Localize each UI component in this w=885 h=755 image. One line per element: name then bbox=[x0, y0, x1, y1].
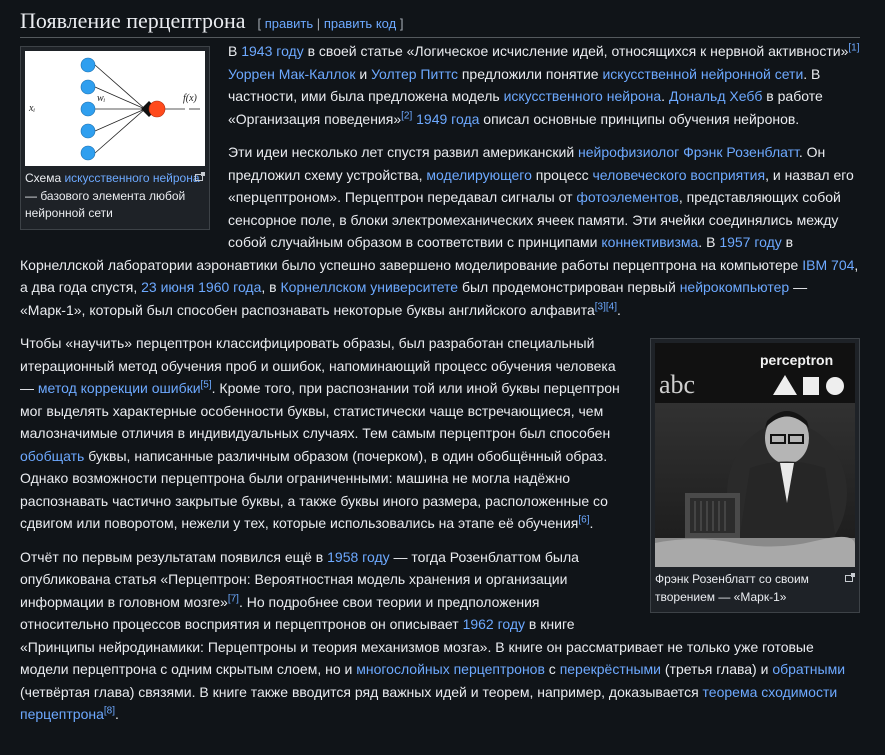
label-fx: f(x) bbox=[183, 93, 197, 104]
link-1958[interactable]: 1958 году bbox=[327, 548, 390, 565]
photo-sign: perceptron bbox=[760, 352, 834, 368]
edit-separator: | bbox=[316, 16, 321, 31]
magnify-icon[interactable] bbox=[195, 172, 205, 180]
label-xi: xᵢ bbox=[29, 103, 36, 114]
figure-neuron bbox=[20, 46, 210, 230]
text-run: в Корнеллской лаборатории аэронавтики было успешно завершено моделирование работы перцептрона на компьютере bbox=[20, 234, 803, 273]
ref-6[interactable]: [6] bbox=[578, 514, 590, 526]
text-run: . Кроме того, при распознании той или иной буквы перцептрон мог выделять характерные особенности буквы, статистически чаще встречающиеся, чем малозначимые отличия в индивидуальных случаях. Тем самым перцептрон был способен bbox=[20, 380, 620, 441]
caption-text: Фрэнк Розенблатт со своим творением — «Марк-1» bbox=[655, 572, 809, 604]
link-photocells[interactable]: фотоэлементов bbox=[576, 189, 679, 205]
link-1957[interactable]: 1957 году bbox=[719, 234, 782, 250]
edit-link[interactable]: править bbox=[264, 16, 314, 31]
ref-4[interactable]: [4] bbox=[605, 300, 618, 312]
text-run: — «Марк-1», который был способен распознавать некоторые буквы английского алфавита bbox=[20, 279, 808, 318]
text-run: . bbox=[661, 88, 669, 104]
link-modeling[interactable]: моделирующего bbox=[426, 166, 532, 183]
link-1943[interactable]: 1943 году bbox=[241, 43, 304, 59]
text-run: в работе «Организация поведения» bbox=[228, 88, 823, 127]
output-node bbox=[149, 101, 165, 117]
figure-neuron-caption bbox=[25, 166, 205, 223]
text-run: буквы, написанные различным образом (почерком), в один обобщённый образ. Однако возможности перцептрона были ограниченными: машина не могла надёжно распознавать частично закрытые буквы, а также буквы иного размера, расположенные со сдвигом или поворотом, нежели у тех, которые использовались на этапе её обучения bbox=[20, 447, 608, 531]
link-june-23[interactable]: 23 июня bbox=[141, 279, 195, 295]
link-mcculloch[interactable]: Уоррен Мак-Каллок bbox=[228, 65, 356, 82]
magnify-icon[interactable] bbox=[845, 573, 855, 581]
edit-code-link[interactable]: править код bbox=[323, 16, 397, 31]
link-rosenblatt[interactable]: Фрэнк Розенблатт bbox=[683, 144, 799, 160]
link-neurophysiologist[interactable]: нейрофизиолог bbox=[578, 144, 680, 160]
text-run: , а два года спустя, bbox=[20, 256, 859, 295]
link-hebb[interactable]: Дональд Хебб bbox=[668, 88, 763, 104]
link-perception[interactable]: человеческого восприятия bbox=[592, 166, 766, 183]
text-run: . В частности, ими была предложена модель bbox=[228, 65, 821, 104]
text-run: . Он предложил схему устройства, bbox=[228, 144, 826, 183]
text-run: (третья глава) и bbox=[660, 661, 773, 677]
link-feedback[interactable]: обратными bbox=[772, 661, 846, 677]
ref-3[interactable]: [3] bbox=[594, 300, 606, 312]
text-run: (четвёртая глава) связями. В книге также вводится ряд важных идей и теорем, например, доказывается bbox=[20, 683, 703, 700]
input-node bbox=[81, 58, 95, 72]
text-run: . bbox=[115, 706, 119, 722]
figure-rosenblatt bbox=[650, 338, 860, 613]
rosenblatt-photo[interactable] bbox=[655, 343, 855, 567]
caption-text: — базового элемента любой нейронной сети bbox=[25, 188, 186, 220]
text-run: . bbox=[589, 515, 594, 531]
link-convergence-theorem[interactable]: теорема сходимости перцептрона bbox=[20, 683, 838, 722]
text-run: Эти идеи несколько лет спустя развил американский bbox=[228, 144, 579, 160]
input-node bbox=[81, 146, 95, 160]
label-wi: wᵢ bbox=[97, 93, 106, 104]
input-node bbox=[81, 80, 95, 94]
neuron-diagram[interactable] bbox=[25, 51, 205, 166]
figure-rosenblatt-caption bbox=[655, 567, 855, 606]
section-title: Появление перцептрона bbox=[20, 8, 246, 33]
link-ann[interactable]: искусственной нейронной сети bbox=[602, 65, 804, 82]
text-run: , и назвал его «перцептроном». Перцептрон передавал сигналы от bbox=[228, 166, 854, 205]
link-pitts[interactable]: Уолтер Питтс bbox=[371, 65, 458, 82]
article-content bbox=[20, 8, 860, 726]
text-run: Чтобы «научить» перцептрон классифицировать образы, был разработан специальный итерационный метод обучения проб и ошибок, напоминающий процесс обучения человека — bbox=[20, 335, 616, 396]
ref-5[interactable]: [5] bbox=[200, 379, 212, 391]
text-run: в своей статье «Логическое исчисление идей, относящихся к нервной активности» bbox=[303, 43, 849, 59]
link-multilayer[interactable]: многослойных перцептронов bbox=[356, 661, 545, 677]
input-node bbox=[81, 102, 95, 116]
link-cornell[interactable]: Корнеллском университете bbox=[280, 279, 459, 295]
text-run: , в bbox=[261, 279, 281, 295]
link-artificial-neuron[interactable]: искусственного нейрона bbox=[503, 88, 662, 104]
link-generalize[interactable]: обобщать bbox=[20, 447, 85, 464]
link-1962[interactable]: 1962 году bbox=[462, 616, 526, 632]
link-neurocomputer[interactable]: нейрокомпьютер bbox=[679, 279, 790, 295]
text-run: предложили понятие bbox=[457, 65, 603, 82]
text-run: и bbox=[355, 65, 372, 82]
text-run: — тогда Розенблаттом была опубликована статья «Перцептрон: Вероятностная модель хранения и организации информации в головном мозге» bbox=[20, 548, 579, 610]
photo-letters: abc bbox=[659, 370, 696, 399]
link-1960[interactable]: 1960 года bbox=[198, 279, 262, 295]
text-run: . bbox=[617, 301, 621, 318]
input-node bbox=[81, 124, 95, 138]
ref-8[interactable]: [8] bbox=[103, 705, 116, 717]
link-cross[interactable]: перекрёстными bbox=[559, 661, 661, 677]
section-heading bbox=[20, 8, 860, 38]
edit-bracket-close: ] bbox=[399, 16, 404, 31]
text-run: В bbox=[228, 43, 242, 59]
edit-section-links bbox=[258, 16, 404, 31]
link-ibm704[interactable]: IBM 704 bbox=[802, 256, 855, 273]
text-run: описал основные принципы обучения нейронов. bbox=[479, 110, 800, 127]
ref-7[interactable]: [7] bbox=[227, 592, 239, 604]
text-run: . Но подробнее свои теории и предположения относительно процессов восприятия и перцептронов он описывает bbox=[20, 593, 540, 632]
link-artificial-neuron-caption[interactable]: искусственного нейрона bbox=[64, 171, 200, 185]
ref-1[interactable]: [1] bbox=[848, 42, 860, 54]
link-1949[interactable]: 1949 года bbox=[416, 110, 480, 127]
ref-2[interactable]: [2] bbox=[401, 109, 413, 121]
text-run: был продемонстрирован первый bbox=[458, 279, 680, 295]
link-connectivism[interactable]: коннективизма bbox=[601, 234, 699, 250]
text-run: в книге «Принципы нейродинамики: Перцептроны и теория механизмов мозга». В книге он рассматривает не только уже готовые модели перцептрона с одним скрытым слоем, но и bbox=[20, 616, 814, 677]
link-error-correction[interactable]: метод коррекции ошибки bbox=[37, 380, 201, 396]
text-run: процесс bbox=[531, 166, 593, 183]
text-run: . В bbox=[698, 234, 720, 250]
text-run: с bbox=[544, 661, 560, 677]
text-run: , представляющих собой сенсорное поле, в блоки электромеханических ячеек памяти. Эти ячейки соединялись между собой случайным образом в соответствии с принципами bbox=[228, 189, 841, 250]
text-run: Отчёт по первым результатам появился ещё в bbox=[20, 548, 328, 565]
edit-bracket-open: [ bbox=[257, 16, 262, 31]
caption-text: Схема bbox=[25, 171, 65, 185]
